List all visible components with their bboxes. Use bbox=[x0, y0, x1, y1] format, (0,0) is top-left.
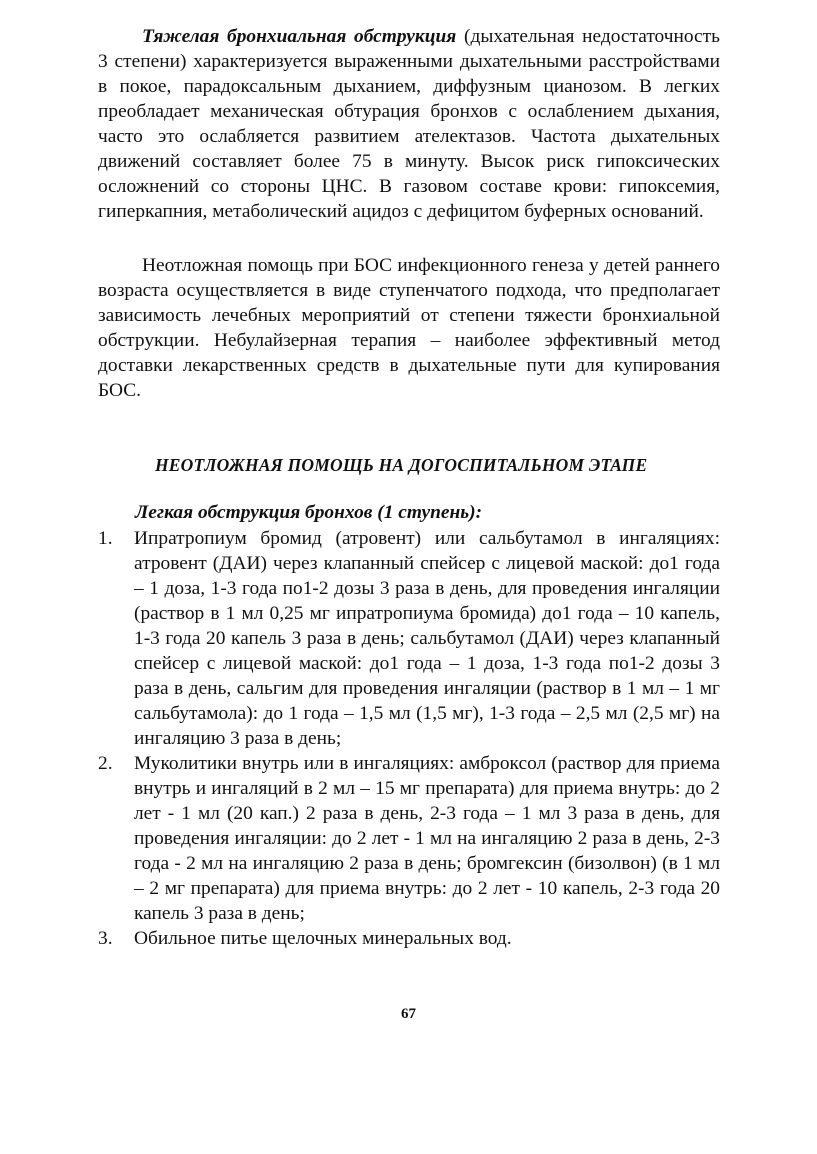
paragraph-body-text: (дыхательная недостаточность 3 степени) характеризуется выраженными дыхательными расстройствами в покое, парадоксальным дыханием, диффузным цианозом. В легких преобладает механическая обтурация бронхов с ослаблением дыхания, часто это ослабляется развитием ателектазов. Частота дыхательных движений составляет более 75 в минуту. Высок риск гипоксических осложнений со стороны ЦНС. В газовом составе крови: гипоксемия, гиперкапния, метаболический ацидоз с дефицитом буферных оснований. bbox=[98, 26, 720, 222]
list-item-text: Ипратропиум бромид (атровент) или сальбутамол в ингаляциях: атровент (ДАИ) через клапанный спейсер с лицевой маской: до1 года – 1 доза, 1-3 года по1-2 дозы 3 раза в день, для проведения ингаляции (раствор в 1 мл 0,25 мг ипратропиума бромида) до1 года – 10 капель, 1-3 года 20 капель 3 раза в день; сальбутамол (ДАИ) через клапанный спейсер с лицевой маской: до1 года – 1 доза, 1-3 года по1-2 дозы 3 раза в день, сальгим для проведения ингаляции (раствор в 1 мл – 1 мг сальбутамола): до 1 года – 1,5 мл (1,5 мг), 1-3 года – 2,5 мл (2,5 мг) на ингаляцию 3 раза в день; bbox=[134, 528, 720, 749]
list-item-text: Муколитики внутрь или в ингаляциях: амброксол (раствор для приема внутрь и ингаляций в 2 мл – 15 мг препарата) для приема внутрь: до 2 лет - 1 мл (20 кап.) 2 раза в день, 2-3 года – 1 мл 3 раза в день, для проведения ингаляции: до 2 лет - 1 мл на ингаляцию 2 раза в день, 2-3 года - 2 мл на ингаляцию 2 раза в день; бромгексин (бизолвон) (в 1 мл – 2 мг препарата) для приема внутрь: до 2 лет - 10 капель, 2-3 года 20 капель 3 раза в день; bbox=[134, 753, 720, 924]
list-item bbox=[98, 526, 720, 751]
paragraph-lead-term: Тяжелая бронхиальная обструкция bbox=[142, 26, 457, 47]
list-item-number: 1. bbox=[98, 528, 113, 549]
list-item-text: Обильное питье щелочных минеральных вод. bbox=[134, 928, 512, 949]
page-number: 67 bbox=[401, 1006, 416, 1022]
list-item bbox=[98, 926, 720, 951]
paragraph-severe-obstruction bbox=[98, 24, 720, 224]
paragraph-emergency-care: Неотложная помощь при БОС инфекционного генеза у детей раннего возраста осуществляется в виде ступенчатого подхода, что предполагает зависимость лечебных мероприятий от степени тяжести бронхиальной обструкции. Небулайзерная терапия – наиболее эффективный метод доставки лекарственных средств в дыхательные пути для купирования БОС. bbox=[98, 255, 720, 401]
subsection-heading: Легкая обструкция бронхов (1 ступень): bbox=[135, 502, 483, 523]
list-item bbox=[98, 751, 720, 926]
list-item-number: 2. bbox=[98, 753, 113, 774]
list-item-number: 3. bbox=[98, 928, 113, 949]
section-heading: НЕОТЛОЖНАЯ ПОМОЩЬ НА ДОГОСПИТАЛЬНОМ ЭТАПЕ bbox=[155, 455, 648, 475]
treatment-list bbox=[98, 526, 720, 951]
